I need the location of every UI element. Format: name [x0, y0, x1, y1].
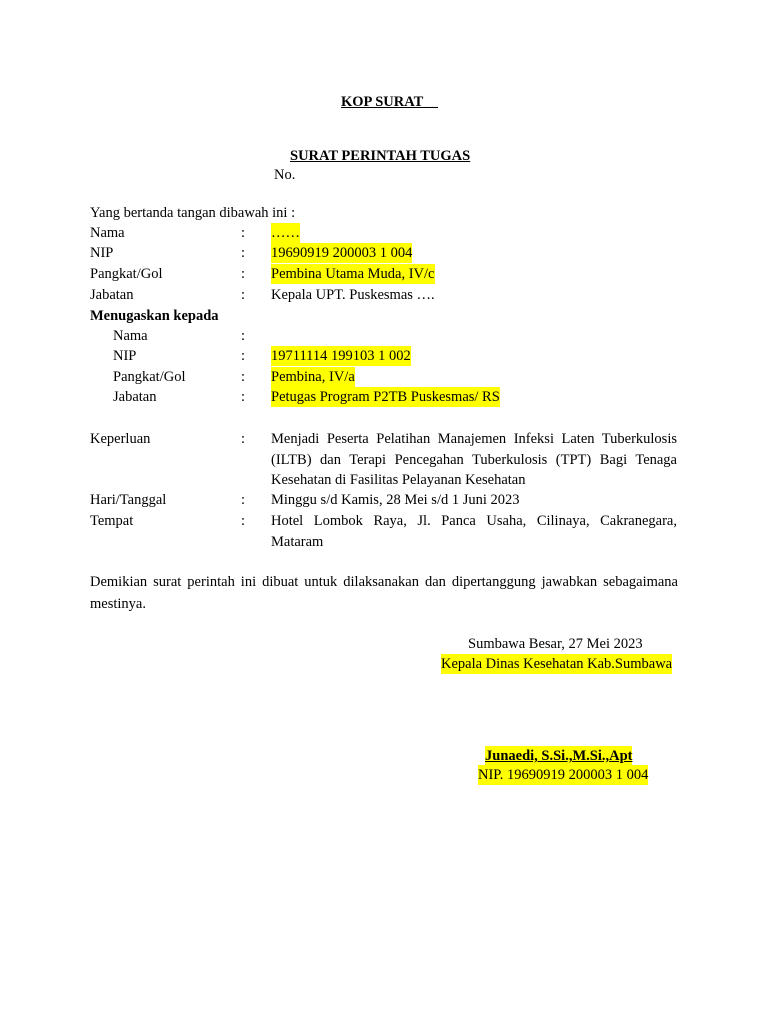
signer-nama-colon: :	[241, 225, 246, 241]
document-number: No.	[274, 167, 296, 183]
assignee-pangkat-colon: :	[241, 369, 246, 385]
keperluan-line-1: Menjadi Peserta Pelatihan Manajemen Infeksi Laten Tuberkulosis	[271, 431, 677, 447]
assignee-jabatan-value: Petugas Program P2TB Puskesmas/ RS	[271, 389, 500, 405]
signer-pangkat-label: Pangkat/Gol	[90, 266, 163, 282]
hari-tanggal-label: Hari/Tanggal	[90, 492, 167, 508]
assignee-pangkat-label: Pangkat/Gol	[113, 369, 186, 385]
keperluan-line-3: Kesehatan di Fasilitas Pelayanan Kesehatan	[271, 472, 526, 488]
hari-tanggal-value: Minggu s/d Kamis, 28 Mei s/d 1 Juni 2023	[271, 492, 520, 508]
signer-nip-value: 19690919 200003 1 004	[271, 245, 413, 261]
keperluan-label: Keperluan	[90, 431, 151, 447]
tempat-line-1: Hotel Lombok Raya, Jl. Panca Usaha, Cilinaya, Cakranegara,	[271, 513, 677, 529]
signature-place-date: Sumbawa Besar, 27 Mei 2023	[468, 636, 643, 652]
tempat-line-2: Mataram	[271, 533, 324, 550]
signer-pangkat-colon: :	[241, 266, 246, 282]
signer-jabatan-label: Jabatan	[90, 287, 134, 303]
signer-pangkat-value: Pembina Utama Muda, IV/c	[271, 266, 435, 282]
keperluan-value	[271, 429, 677, 491]
signature-position: Kepala Dinas Kesehatan Kab.Sumbawa	[441, 656, 673, 672]
assignee-pangkat-value: Pembina, IV/a	[271, 369, 355, 385]
signature-nip: NIP. 19690919 200003 1 004	[478, 767, 649, 783]
signer-jabatan-colon: :	[241, 287, 246, 303]
hari-tanggal-colon: :	[241, 492, 246, 508]
signer-nama-label: Nama	[90, 225, 125, 241]
assignee-nip-colon: :	[241, 348, 246, 364]
kop-surat-heading	[341, 92, 438, 112]
assignee-heading: Menugaskan kepada	[90, 308, 219, 324]
tempat-value	[271, 511, 677, 552]
signer-jabatan-value: Kepala UPT. Puskesmas ….	[271, 287, 435, 303]
assignee-nip-label: NIP	[113, 348, 137, 364]
assignee-nama-colon: :	[241, 328, 246, 344]
keperluan-colon: :	[241, 431, 246, 447]
signer-nip-colon: :	[241, 245, 246, 261]
signer-nama-value: ……	[271, 225, 300, 241]
kop-surat-text: KOP SURAT__	[341, 94, 438, 110]
tempat-colon: :	[241, 513, 246, 529]
document-title: SURAT PERINTAH TUGAS	[290, 148, 471, 164]
closing-paragraph	[90, 571, 678, 615]
closing-line-1: Demikian surat perintah ini dibuat untuk dilaksanakan dan dipertanggung jawabkan sebagaimana	[90, 574, 678, 590]
assignee-nip-value: 19711114 199103 1 002	[271, 348, 411, 364]
assignee-jabatan-colon: :	[241, 389, 246, 405]
intro-text: Yang bertanda tangan dibawah ini :	[90, 205, 296, 221]
tempat-label: Tempat	[90, 513, 134, 529]
assignee-nama-label: Nama	[113, 328, 148, 344]
closing-line-2: mestinya.	[90, 596, 146, 612]
signature-name: Junaedi, S.Si.,M.Si.,Apt	[485, 748, 633, 764]
signer-nip-label: NIP	[90, 245, 114, 261]
assignee-jabatan-label: Jabatan	[113, 389, 157, 405]
keperluan-line-2: (ILTB) dan Terapi Pencegahan Tuberkulosis (TPT) Bagi Tenaga	[271, 451, 677, 468]
